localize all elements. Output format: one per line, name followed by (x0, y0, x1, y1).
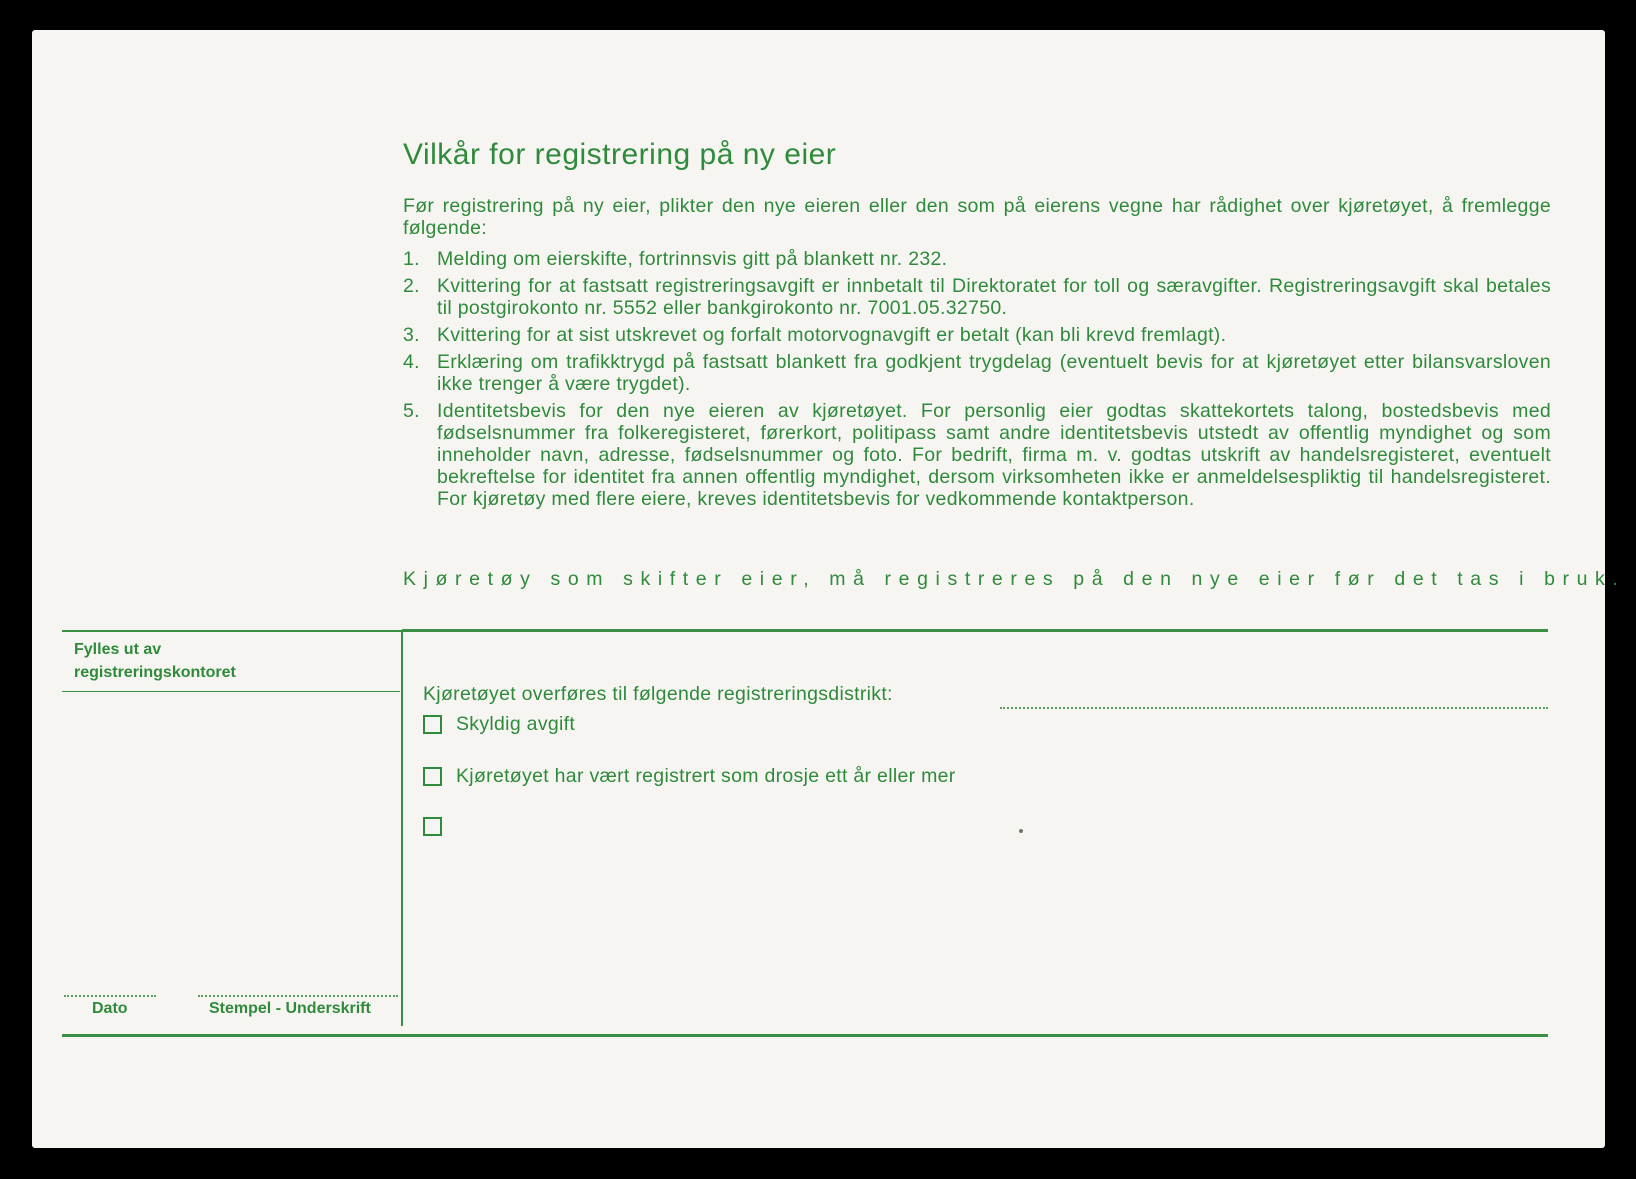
list-item (403, 324, 1551, 346)
checkbox-row-skyldig-avgift[interactable] (423, 713, 575, 736)
office-heading-divider (62, 691, 400, 692)
list-item-number: 2. (403, 275, 420, 297)
top-divider-left (62, 630, 402, 632)
top-divider-right (402, 629, 1548, 632)
usage-notice: Kjøretøy som skifter eier, må registreres på den nye eier før det tas i bruk. (403, 568, 1626, 590)
list-item (403, 400, 1551, 510)
list-item (403, 351, 1551, 395)
list-item-text: Identitetsbevis for den nye eieren av kjøretøyet. For personlig eier godtas skattekortets talong, bostedsbevis med fødselsnummer fra folkeregisteret, førerkort, politipass samt andre identitetsbevis utstedt av offentlig myndighet og som inneholder navn, adresse, fødselsnummer og foto. For bedrift, firma m. v. godtas utskrift av handelsregisteret, eventuelt bekreftelse for identitet fra annen offentlig myndighet, dersom virksomheten ikke er anmeldelsespliktig til handelsregisteret. For kjøretøy med flere eiere, kreves identitetsbevis for vedkommende kontaktperson. (437, 400, 1551, 510)
list-item-number: 4. (403, 351, 420, 373)
district-label: Kjøretøyet overføres til følgende registreringsdistrikt: (423, 683, 893, 705)
checkbox-blank[interactable] (423, 817, 442, 836)
list-item-number: 5. (403, 400, 420, 422)
list-item-text: Kvittering for at sist utskrevet og forfalt motorvognavgift er betalt (kan bli krevd fremlagt). (437, 324, 1227, 346)
checkbox-row-blank[interactable] (423, 817, 456, 836)
signature-label: Stempel - Underskrift (209, 1000, 371, 1017)
office-heading (74, 638, 374, 684)
checkbox-drosje[interactable] (423, 767, 442, 786)
list-item (403, 248, 1551, 270)
district-input-line[interactable] (1000, 707, 1548, 709)
requirements-list (403, 248, 1551, 515)
checkbox-label: Skyldig avgift (456, 713, 576, 735)
signature-field-line[interactable] (198, 995, 398, 997)
checkbox-skyldig-avgift[interactable] (423, 715, 442, 734)
form-title: Vilkår for registrering på ny eier (403, 138, 837, 171)
checkbox-row-drosje[interactable] (423, 765, 956, 788)
section-divider (401, 630, 403, 1026)
office-heading-line2: registreringskontoret (74, 664, 236, 681)
date-label: Dato (92, 1000, 128, 1017)
list-item-text: Melding om eierskifte, fortrinnsvis gitt på blankett nr. 232. (437, 248, 948, 270)
list-item-number: 1. (403, 248, 420, 270)
list-item-number: 3. (403, 324, 420, 346)
paper-speck (1019, 829, 1023, 833)
office-heading-line1: Fylles ut av (74, 641, 162, 658)
checkbox-label: Kjøretøyet har vært registrert som drosje ett år eller mer (456, 765, 956, 787)
intro-paragraph: Før registrering på ny eier, plikter den nye eieren eller den som på eierens vegne har rådighet over kjøretøyet, å fremlegge følgende: (403, 195, 1551, 239)
bottom-divider (62, 1034, 1548, 1037)
list-item-text: Erklæring om trafikktrygd på fastsatt blankett fra godkjent trygdelag (eventuelt bevis for at kjøretøyet etter bilansvarsloven ikke trenger å være trygdet). (437, 351, 1551, 395)
list-item-text: Kvittering for at fastsatt registreringsavgift er innbetalt til Direktoratet for toll og særavgifter. Registreringsavgift skal betales til postgirokonto nr. 5552 eller bankgirokonto nr. 7001.05.32750. (437, 275, 1551, 319)
list-item (403, 275, 1551, 319)
date-field-line[interactable] (64, 995, 156, 997)
